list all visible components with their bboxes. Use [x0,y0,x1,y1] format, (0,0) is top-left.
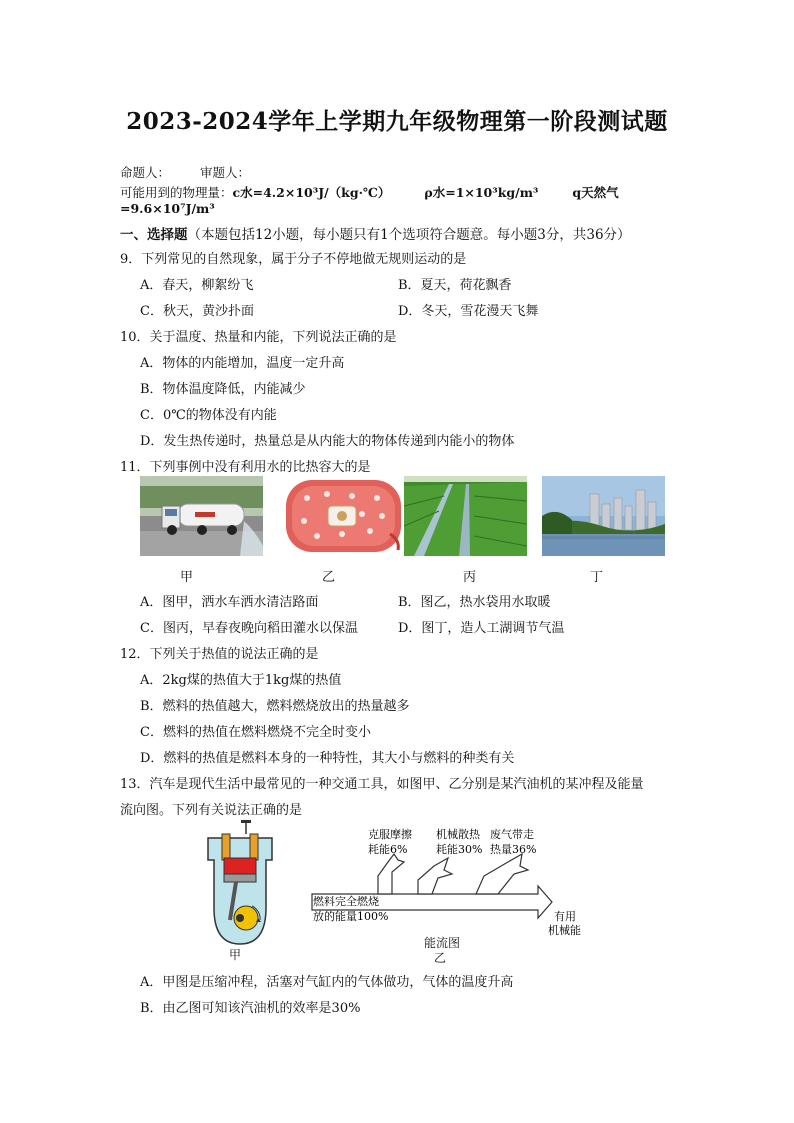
q10-option-c: C．0℃的物体没有内能 [140,408,277,423]
author-line [120,163,250,181]
figure-artificial-lake [542,476,665,556]
q12-option-d: D．燃料的热值是燃料本身的一种特性，其大小与燃料的种类有关 [140,751,515,766]
reviewer-label: 审题人： [200,165,251,180]
q13-stem-line1: 13．汽车是现代生活中最常见的一种交通工具，如图甲、乙分别是某汽油机的某冲程及能量 [120,777,644,792]
q12-option-a: A．2kg煤的热值大于1kg煤的热值 [140,673,342,688]
q13-stem-line2: 流向图。下列有关说法正确的是 [120,803,303,818]
fig-label-yi: 乙 [434,951,447,965]
figure-energy-flow [308,826,598,936]
caption-yi: 乙 [321,570,335,585]
constants-label: 可能用到的物理量： [120,185,233,200]
rho-water: ρ水=1×10³kg/m³ [424,185,539,200]
flow-input-1: 燃料完全燃烧 [313,895,379,908]
q9-option-b: B．夏天，荷花飘香 [398,278,512,293]
caption-jia: 甲 [179,570,193,585]
flow-heat-2: 耗能30% [436,843,483,856]
section-heading [120,223,631,243]
q9-option-a: A．春天，柳絮纷飞 [140,278,254,293]
figure-rice-paddy [404,476,527,556]
section-note: （本题包括12小题，每小题只有1个选项符合题意。每小题3分，共36分） [187,227,631,243]
caption-bing: 丙 [462,570,476,585]
q10-option-a: A．物体的内能增加，温度一定升高 [140,356,345,371]
section-title: 一、选择题 [120,227,188,243]
q9-stem: 9．下列常见的自然现象，属于分子不停地做无规则运动的是 [120,252,467,267]
fig-label-jia: 甲 [229,948,242,962]
flow-input-2: 放的能量100% [313,910,389,923]
q12-stem: 12．下列关于热值的说法正确的是 [120,647,319,662]
q9-option-c: C．秋天，黄沙扑面 [140,304,254,319]
figure-hot-water-bag [282,476,405,556]
q11-option-d: D．图丁，造人工湖调节气温 [398,621,565,636]
flow-useful-2: 机械能 [548,924,581,936]
q11-stem: 11．下列事例中没有利用水的比热容大的是 [120,460,371,475]
flow-friction-2: 耗能6% [368,843,408,856]
figure-engine-stroke [200,820,280,950]
q11-option-a: A．图甲，洒水车洒水清洁路面 [140,595,319,610]
q13-option-a: A．甲图是压缩冲程，活塞对气缸内的气体做功，气体的温度升高 [140,975,514,990]
q10-option-b: B．物体温度降低，内能减少 [140,382,306,397]
q12-option-b: B．燃料的热值越大，燃料燃烧放出的热量越多 [140,699,410,714]
flow-useful-1: 有用 [554,910,576,923]
q9-option-d: D．冬天，雪花漫天飞舞 [398,304,539,319]
flow-friction-1: 克服摩擦 [368,828,412,841]
flow-caption: 能流图 [424,936,461,950]
flow-exhaust-1: 废气带走 [490,828,534,841]
q-gas: q天然气=9.6×10⁷J/m³ [120,185,619,216]
q10-stem: 10．关于温度、热量和内能，下列说法正确的是 [120,330,397,345]
c-water: c水=4.2×10³J/（kg·℃） [232,185,391,200]
author-label: 命题人： [120,165,171,180]
flow-heat-1: 机械散热 [436,828,480,841]
q11-option-c: C．图丙，早春夜晚向稻田灌水以保温 [140,621,358,636]
q13-option-b: B．由乙图可知该汽油机的效率是30% [140,1001,361,1016]
figure-sprinkler-truck [140,476,263,556]
page-title: 2023-2024学年上学期九年级物理第一阶段测试题 [126,108,668,135]
flow-exhaust-2: 热量36% [490,843,537,856]
q12-option-c: C．燃料的热值在燃料燃烧不完全时变小 [140,725,371,740]
constants-line [120,183,680,216]
q11-option-b: B．图乙，热水袋用水取暖 [398,595,551,610]
caption-ding: 丁 [589,570,603,585]
q10-option-d: D．发生热传递时，热量总是从内能大的物体传递到内能小的物体 [140,434,515,449]
